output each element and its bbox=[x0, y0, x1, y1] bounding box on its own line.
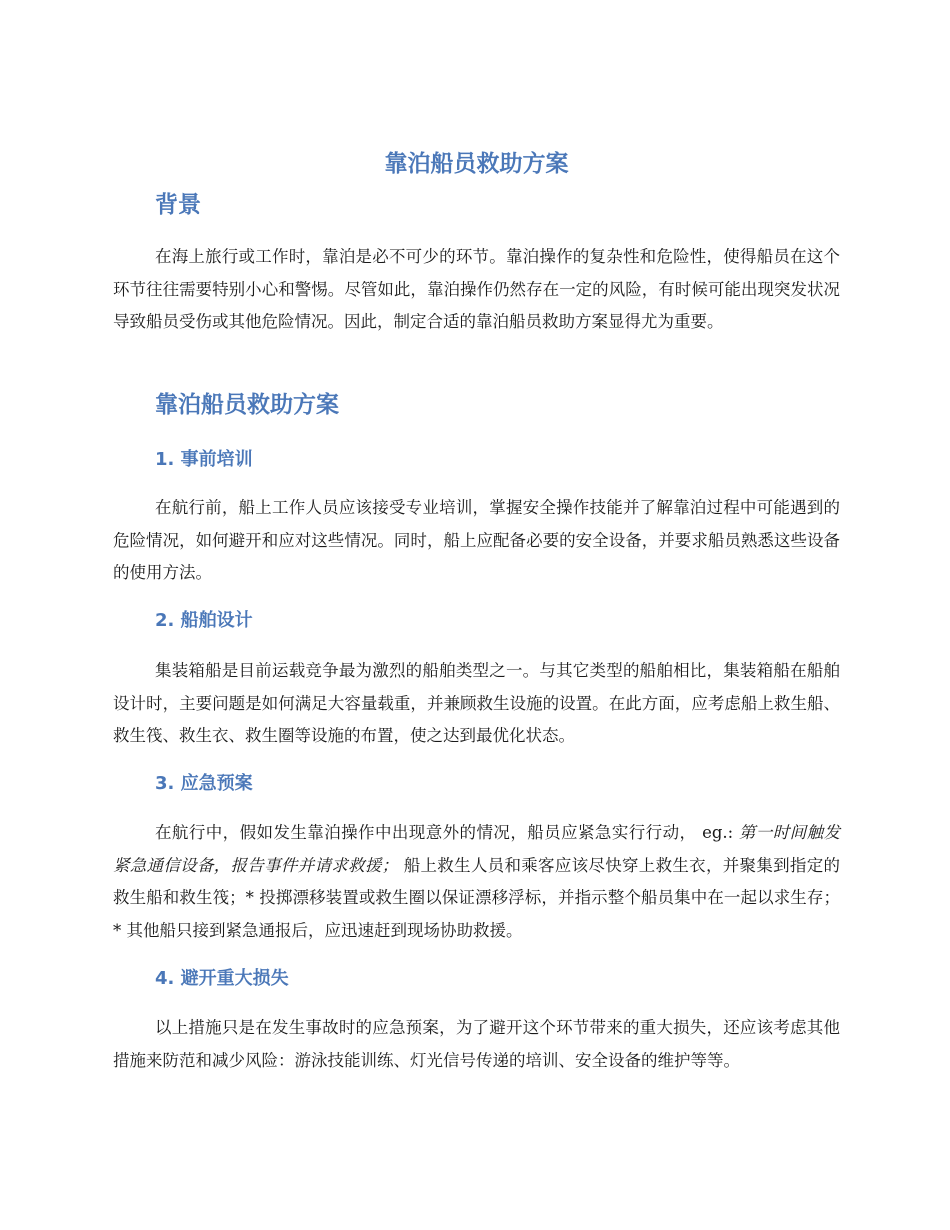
section-3-text-after: 船上救生人员和乘客应该尽快穿上救生衣，并聚集到指定的救生船和救生筏；* 投掷漂移装置或救生圈以保证漂移浮标，并指示整个船员集中在一起以求生存； * 其他船只接到紧急通报后，应迅速赶到现场协助救援。 bbox=[113, 855, 841, 940]
paragraph-section-3 bbox=[113, 817, 840, 947]
heading-background: 背景 bbox=[155, 192, 201, 218]
section-3-text-italic: 第一时间触发紧急通信设备，报告事件并请求救援； bbox=[113, 823, 841, 875]
heading-section-3: 3. 应急预案 bbox=[155, 773, 253, 794]
section-3-text-before: 在航行中，假如发生靠泊操作中出现意外的情况，船员应紧急实行行动， eg.: bbox=[155, 823, 739, 842]
heading-section-2: 2. 船舶设计 bbox=[155, 610, 253, 631]
document-title: 靠泊船员救助方案 bbox=[384, 151, 569, 177]
heading-section-4: 4. 避开重大损失 bbox=[155, 968, 289, 989]
heading-plan: 靠泊船员救助方案 bbox=[155, 392, 339, 418]
heading-section-1: 1. 事前培训 bbox=[155, 449, 253, 470]
paragraph-section-2: 集装箱船是目前运载竞争最为激烈的船舶类型之一。与其它类型的船舶相比，集装箱船在船舶设计时，主要问题是如何满足大容量载重，并兼顾救生设施的设置。在此方面，应考虑船上救生船、救生筏、救生衣、救生圈等设施的布置，使之达到最优化状态。 bbox=[113, 661, 840, 745]
paragraph-section-1: 在航行前，船上工作人员应该接受专业培训，掌握安全操作技能并了解靠泊过程中可能遇到的危险情况，如何避开和应对这些情况。同时，船上应配备必要的安全设备，并要求船员熟悉这些设备的使用方法。 bbox=[113, 498, 840, 582]
paragraph-section-4: 以上措施只是在发生事故时的应急预案，为了避开这个环节带来的重大损失，还应该考虑其他措施来防范和减少风险：游泳技能训练、灯光信号传递的培训、安全设备的维护等等。 bbox=[113, 1018, 840, 1070]
paragraph-background: 在海上旅行或工作时，靠泊是必不可少的环节。靠泊操作的复杂性和危险性，使得船员在这个环节往往需要特别小心和警惕。尽管如此，靠泊操作仍然存在一定的风险，有时候可能出现突发状况导致船员受伤或其他危险情况。因此，制定合适的靠泊船员救助方案显得尤为重要。 bbox=[113, 247, 840, 331]
